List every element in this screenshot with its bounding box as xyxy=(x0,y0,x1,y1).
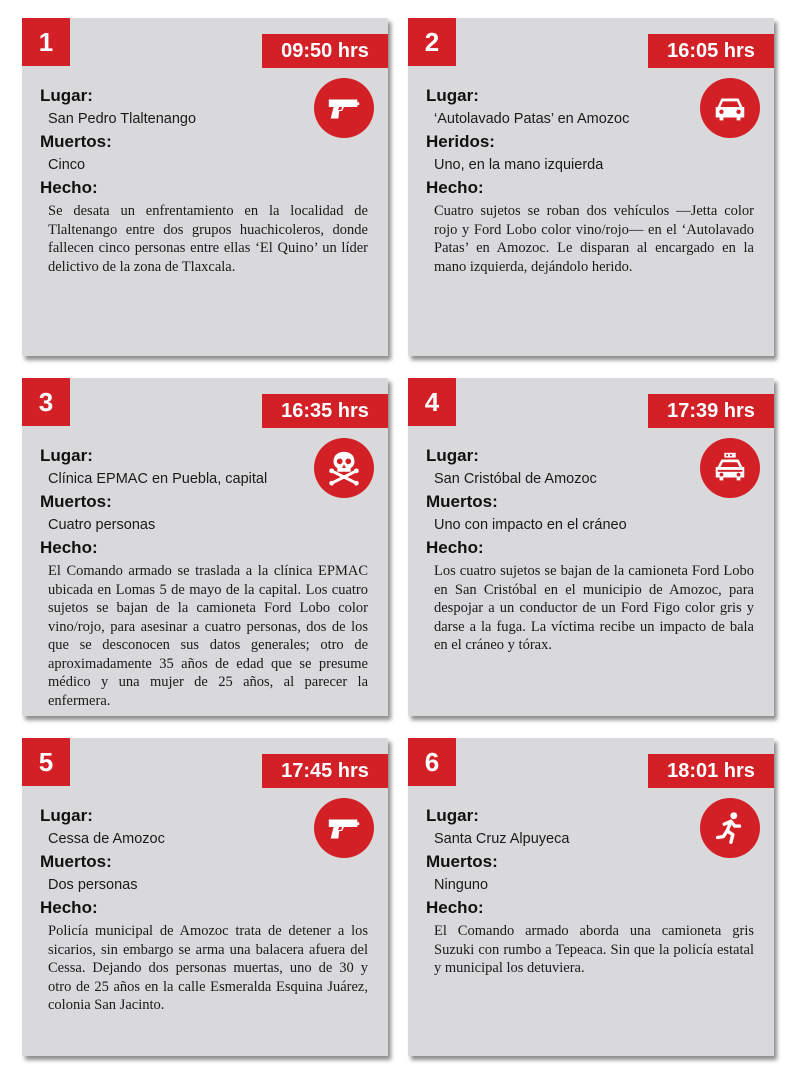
incident-card-5 xyxy=(22,738,388,1056)
lugar-value: ‘Autolavado Patas’ en Amozoc xyxy=(434,111,630,127)
hecho-label: Hecho: xyxy=(426,898,484,917)
muertos-label: Muertos: xyxy=(426,852,498,871)
incident-time: 16:05 hrs xyxy=(648,34,774,68)
muertos-label: Muertos: xyxy=(40,132,112,151)
muertos-label: Muertos: xyxy=(40,492,112,511)
muertos-value: Dos personas xyxy=(48,877,138,893)
lugar-value: Cessa de Amozoc xyxy=(48,831,165,847)
lugar-label: Lugar: xyxy=(426,806,479,825)
muertos-label: Muertos: xyxy=(426,492,498,511)
incident-number: 6 xyxy=(408,738,456,786)
muertos-value: Cinco xyxy=(48,157,86,173)
hecho-text: Cuatro sujetos se roban dos vehículos —Jetta color rojo y Ford Lobo color vino/rojo— en el ‘Autolavado Patas’ en Amozoc. Le disparan al encargado en la mano izquierda, dejándolo herido. xyxy=(434,203,754,275)
lugar-label: Lugar: xyxy=(40,446,93,465)
incident-time: 17:45 hrs xyxy=(262,754,388,788)
lugar-value: Clínica EPMAC en Puebla, capital xyxy=(48,471,268,487)
incident-number: 1 xyxy=(22,18,70,66)
lugar-value: San Pedro Tlaltenango xyxy=(48,111,197,127)
incident-card-2 xyxy=(408,18,774,356)
hecho-text: El Comando armado aborda una camioneta gris Suzuki con rumbo a Tepeaca. Sin que la policía estatal y municipal los detuviera. xyxy=(434,923,754,976)
lugar-label: Lugar: xyxy=(426,446,479,465)
lugar-label: Lugar: xyxy=(40,86,93,105)
hecho-label: Hecho: xyxy=(40,538,98,557)
lugar-label: Lugar: xyxy=(40,806,93,825)
lugar-label: Lugar: xyxy=(426,86,479,105)
incident-number: 2 xyxy=(408,18,456,66)
lugar-value: Santa Cruz Alpuyeca xyxy=(434,831,570,847)
hecho-label: Hecho: xyxy=(426,178,484,197)
incident-card-4 xyxy=(408,378,774,716)
hecho-text: El Comando armado se traslada a la clínica EPMAC ubicada en Lomas 5 de mayo de la capital. Los cuatro sujetos se bajan de la camioneta Ford Lobo color vino/rojo, para asesinar a cuatro personas, dos de los que se desconocen sus datos generales; otro de aproximadamente 35 años de edad que se presume médico y una mujer de 25 años, al parecer la enfermera. xyxy=(48,563,368,709)
incident-card-6 xyxy=(408,738,774,1056)
hecho-label: Hecho: xyxy=(40,178,98,197)
incident-number: 4 xyxy=(408,378,456,426)
incident-number: 3 xyxy=(22,378,70,426)
incident-time: 16:35 hrs xyxy=(262,394,388,428)
heridos-value: Uno, en la mano izquierda xyxy=(434,157,604,173)
muertos-value: Ninguno xyxy=(434,877,489,893)
incident-time: 17:39 hrs xyxy=(648,394,774,428)
hecho-text: Policía municipal de Amozoc trata de detener a los sicarios, sin embargo se arma una balacera afuera del Cessa. Dejando dos personas muertas, uno de 30 y otro de 25 años en la calle Esmeralda Esquina Juárez, colonia San Jacinto. xyxy=(48,923,368,1013)
incident-number: 5 xyxy=(22,738,70,786)
incident-card-3 xyxy=(22,378,388,716)
muertos-label: Muertos: xyxy=(40,852,112,871)
incident-time: 18:01 hrs xyxy=(648,754,774,788)
heridos-label: Heridos: xyxy=(426,132,495,151)
muertos-value: Cuatro personas xyxy=(48,517,156,533)
incident-card-1 xyxy=(22,18,388,356)
hecho-text: Los cuatro sujetos se bajan de la camioneta Ford Lobo en San Cristóbal en el municipio de Amozoc, para despojar a un conductor de un Ford Figo color gris y darse a la fuga. La víctima recibe un impacto de bala en el cráneo y tórax. xyxy=(434,563,754,653)
lugar-value: San Cristóbal de Amozoc xyxy=(434,471,597,487)
hecho-label: Hecho: xyxy=(426,538,484,557)
muertos-value: Uno con impacto en el cráneo xyxy=(434,517,627,533)
hecho-label: Hecho: xyxy=(40,898,98,917)
incident-time: 09:50 hrs xyxy=(262,34,388,68)
hecho-text: Se desata un enfrentamiento en la localidad de Tlaltenango entre dos grupos huachicoleros, donde fallecen cinco personas entre ellas ‘El Quino’ un líder delictivo de la zona de Tlaxcala. xyxy=(48,203,368,275)
